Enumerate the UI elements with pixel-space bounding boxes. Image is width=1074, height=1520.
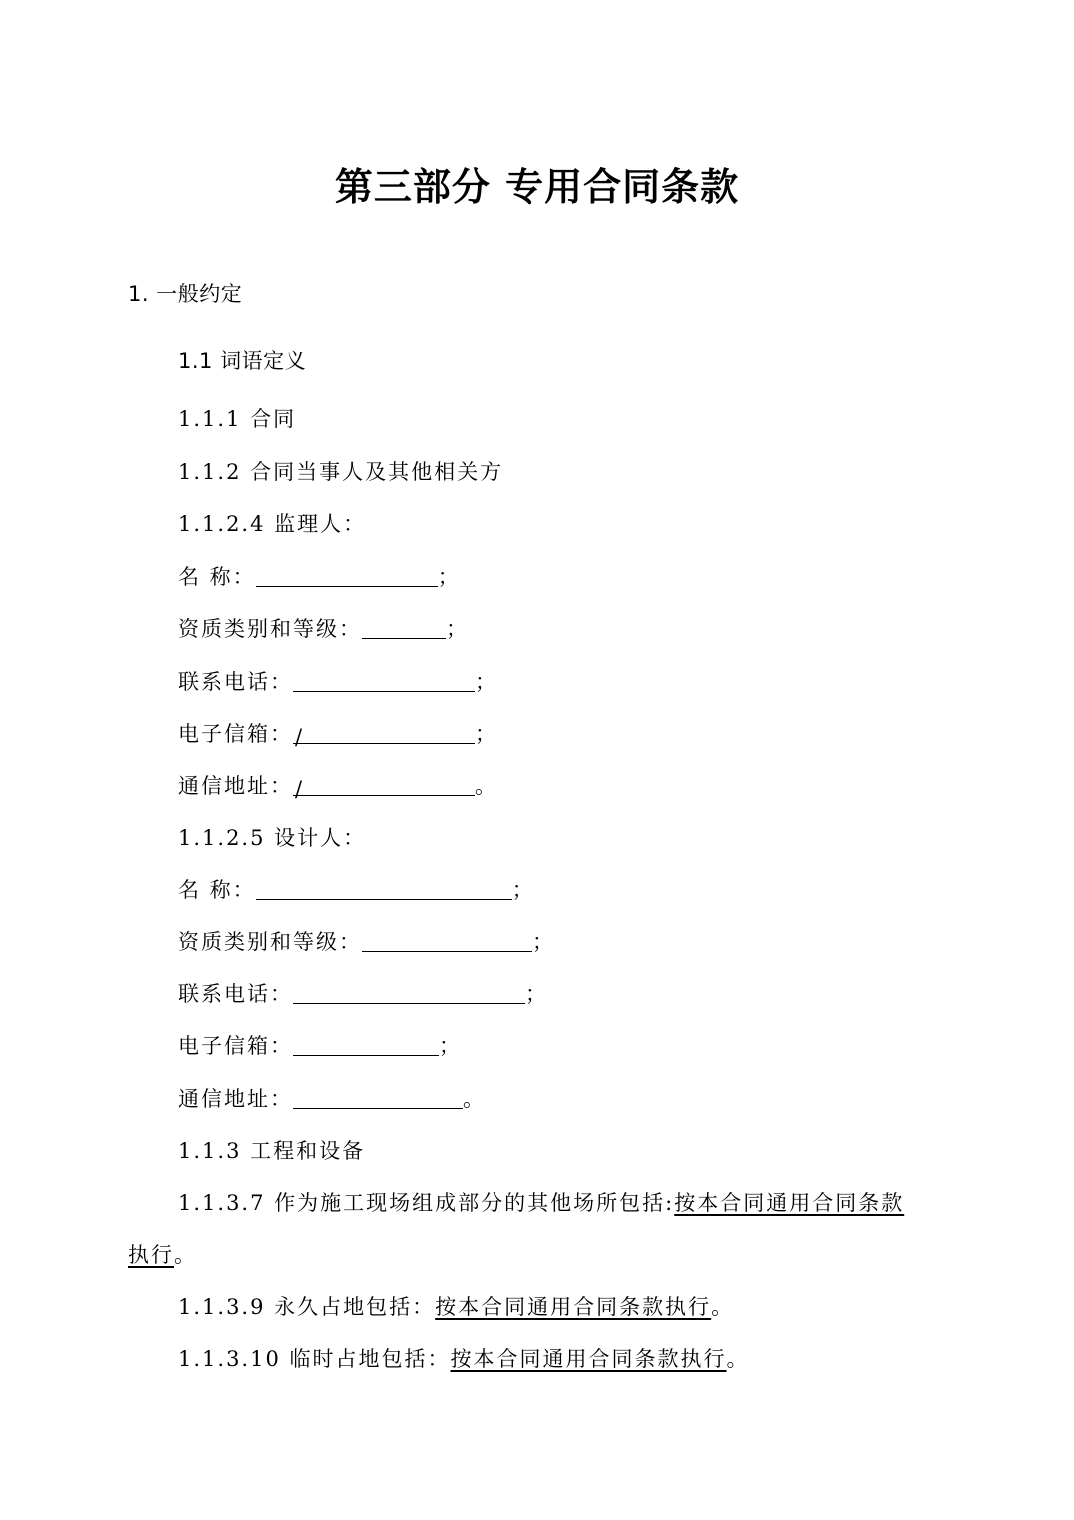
field-end: ； bbox=[475, 670, 498, 694]
supervisor-address-field: / bbox=[293, 774, 475, 796]
designer-address-row bbox=[178, 1084, 486, 1114]
field-end: ； bbox=[446, 617, 469, 641]
clause-value: 按本合同通用合同条款执行 bbox=[450, 1347, 727, 1371]
clause-1-1-2-5: 1.1.2.5 设计人： bbox=[178, 826, 367, 850]
clause-1-1-3-7-continued bbox=[128, 1240, 197, 1270]
supervisor-phone-row bbox=[178, 667, 498, 697]
designer-phone-field bbox=[293, 982, 525, 1004]
field-end: ； bbox=[439, 1034, 462, 1058]
supervisor-phone-field bbox=[293, 670, 475, 692]
field-label: 通信地址： bbox=[178, 774, 293, 798]
designer-qualification-row bbox=[178, 927, 555, 957]
field-label: 资质类别和等级： bbox=[178, 617, 362, 641]
designer-name-field bbox=[256, 878, 512, 900]
field-end: ； bbox=[475, 722, 498, 746]
section-heading-general: 1. 一般约定 bbox=[128, 282, 243, 306]
field-end: 。 bbox=[463, 1087, 486, 1111]
supervisor-qualification-row bbox=[178, 614, 469, 644]
page-title: 第三部分 专用合同条款 bbox=[334, 165, 740, 209]
clause-1-1-3-9 bbox=[178, 1292, 734, 1322]
clause-1-1-1: 1.1.1 合同 bbox=[178, 407, 297, 431]
subsection-heading-definitions: 1.1 词语定义 bbox=[178, 349, 307, 373]
supervisor-qualification-field bbox=[362, 617, 446, 639]
clause-1-1-3-7 bbox=[178, 1188, 904, 1218]
clause-end: 。 bbox=[711, 1295, 735, 1319]
clause-1-1-2: 1.1.2 合同当事人及其他相关方 bbox=[178, 460, 504, 484]
field-end: ； bbox=[532, 930, 555, 954]
clause-value: 执行 bbox=[128, 1243, 174, 1267]
clause-1-1-2-4: 1.1.2.4 监理人： bbox=[178, 512, 367, 536]
field-label: 联系电话： bbox=[178, 670, 293, 694]
clause-end: 。 bbox=[726, 1347, 750, 1371]
field-label: 名 称： bbox=[178, 565, 256, 589]
field-end: ； bbox=[511, 878, 535, 902]
designer-address-field bbox=[293, 1087, 463, 1109]
field-end: 。 bbox=[475, 774, 498, 798]
supervisor-email-field: / bbox=[293, 722, 475, 744]
designer-email-row bbox=[178, 1031, 462, 1061]
clause-1-1-3-10 bbox=[178, 1344, 750, 1374]
field-label: 电子信箱： bbox=[178, 1034, 293, 1058]
field-label: 联系电话： bbox=[178, 982, 293, 1006]
field-label: 通信地址： bbox=[178, 1087, 293, 1111]
supervisor-email-row bbox=[178, 719, 498, 749]
clause-value: 按本合同通用合同条款执行 bbox=[435, 1295, 712, 1319]
designer-phone-row bbox=[178, 979, 548, 1009]
clause-value: 按本合同通用合同条款 bbox=[674, 1191, 905, 1215]
clause-text: 1.1.3.7 作为施工现场组成部分的其他场所包括: bbox=[178, 1191, 675, 1215]
clause-end: 。 bbox=[174, 1243, 197, 1267]
clause-text: 1.1.3.9 永久占地包括： bbox=[178, 1295, 436, 1319]
field-label: 资质类别和等级： bbox=[178, 930, 362, 954]
field-label: 名 称： bbox=[178, 878, 256, 902]
field-end: ； bbox=[437, 565, 461, 589]
clause-text: 1.1.3.10 临时占地包括： bbox=[178, 1347, 451, 1371]
clause-1-1-3: 1.1.3 工程和设备 bbox=[178, 1139, 366, 1163]
field-end: ； bbox=[525, 982, 548, 1006]
designer-name-row bbox=[178, 875, 535, 905]
designer-qualification-field bbox=[362, 930, 532, 952]
designer-email-field bbox=[293, 1034, 439, 1056]
supervisor-name-field bbox=[256, 565, 438, 587]
supervisor-address-row bbox=[178, 771, 498, 801]
supervisor-name-row bbox=[178, 562, 461, 592]
field-label: 电子信箱： bbox=[178, 722, 293, 746]
